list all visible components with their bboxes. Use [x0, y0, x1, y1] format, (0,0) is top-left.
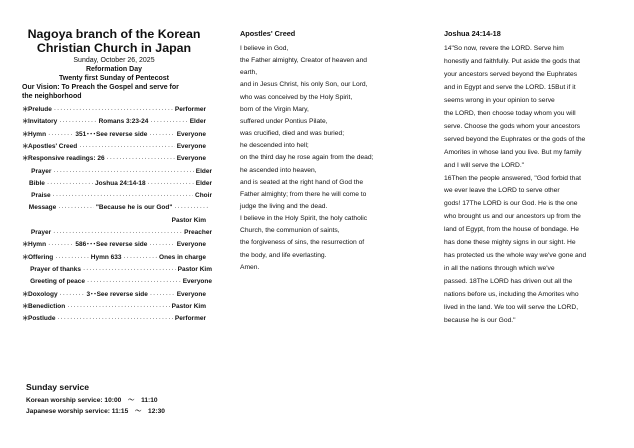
order-label: Doxology — [28, 290, 58, 298]
dot-leader — [55, 253, 89, 262]
occasion-pentecost: Twenty first Sunday of Pentecost — [59, 75, 169, 82]
creed-line: Amen. — [240, 263, 260, 271]
order-row — [22, 203, 212, 212]
order-label: Bible — [29, 179, 45, 187]
dot-leader — [87, 277, 181, 286]
order-row — [22, 130, 206, 139]
dot-leader — [54, 105, 173, 114]
order-row — [22, 117, 206, 126]
reading-line: we ever leave the LORD to serve other — [444, 187, 560, 195]
order-label: Invitatory — [28, 118, 58, 126]
order-row — [22, 265, 212, 274]
reading-heading: Joshua 24:14-18 — [444, 29, 501, 38]
order-star-marker: ＊ — [22, 241, 29, 249]
creed-line: the Father almighty, Creator of heaven and — [240, 57, 368, 65]
order-performer: Elder — [195, 179, 213, 187]
dot-leader — [83, 265, 176, 274]
reading-line: who brought us and our ancestors up from the — [444, 213, 581, 221]
order-label: Greeting of peace — [30, 278, 85, 286]
order-label: Offering — [28, 253, 54, 261]
dot-leader — [174, 203, 210, 212]
service-date: Sunday, October 26, 2025 — [73, 57, 155, 64]
order-row — [22, 191, 212, 200]
reading-line: 16Then the people answered, "God forbid that — [444, 174, 581, 182]
reading-line: and in Egypt and serve the LORD. 15But if it — [444, 83, 576, 91]
order-detail: "Because he is our God" — [95, 204, 173, 212]
order-star-marker: ＊ — [22, 106, 29, 113]
creed-line: he ascended into heaven, — [240, 166, 317, 174]
order-row — [22, 228, 212, 237]
order-performer: Everyone — [176, 290, 206, 298]
creed-line: I believe in God, — [240, 45, 289, 52]
order-star-marker: ＊ — [22, 302, 29, 310]
order-performer: Pastor Kim — [171, 302, 206, 310]
order-label: Benediction — [28, 302, 66, 310]
dot-leader — [53, 191, 193, 200]
dot-leader — [148, 179, 194, 188]
order-row — [22, 154, 206, 163]
creed-line: the forgiveness of sins, the resurrection of — [240, 239, 365, 247]
order-row — [22, 179, 212, 188]
order-row — [22, 240, 206, 249]
reading-line: because he is our God." — [444, 316, 516, 324]
creed-line: the body, and life everlasting. — [240, 251, 327, 259]
creed-line: who was conceived by the Holy Spirit, — [240, 93, 353, 101]
dot-leader — [60, 290, 85, 299]
order-star-marker: ＊ — [22, 253, 29, 261]
creed-line: Church, the communion of saints, — [240, 227, 340, 235]
order-performer: Elder — [189, 118, 206, 126]
creed-heading: Apostles' Creed — [240, 29, 296, 38]
reading-line: honestly and faithfully. Put aside the gods that — [444, 57, 580, 65]
order-label: Responsive readings: 26 — [28, 155, 105, 163]
creed-line: on the third day he rose again from the dead; — [240, 154, 374, 162]
order-performer: Pastor Kim — [177, 265, 212, 273]
dot-leader — [53, 167, 193, 176]
dot-leader — [149, 130, 174, 139]
reading-line: the LORD, then choose today whom you will — [444, 109, 576, 117]
order-detail: Joshua 24:14-18 — [95, 179, 146, 187]
occasion-reformation-day: Reformation Day — [85, 66, 142, 73]
sunday-service-heading: Sunday service — [26, 382, 90, 392]
order-label: Apostles' Creed — [28, 142, 78, 150]
creed-line: was crucified, died and was buried; — [240, 130, 345, 138]
dot-leader — [57, 314, 172, 323]
order-label: Hymn — [28, 241, 47, 249]
order-row — [22, 142, 206, 151]
vision-line2: the neighborhood — [22, 93, 82, 100]
order-detail: Hymn 633 — [90, 253, 122, 261]
order-performer: Ones in charge — [159, 253, 206, 261]
reading-line: and I will serve the LORD." — [444, 161, 525, 169]
order-row — [22, 216, 206, 225]
order-row — [22, 253, 206, 262]
order-performer: Performer — [174, 315, 206, 323]
dot-leader — [124, 253, 158, 262]
order-star-marker: ＊ — [22, 290, 29, 298]
reading-line: serve. Choose the gods whom your ancestors — [444, 122, 581, 130]
order-performer: Everyone — [176, 130, 206, 138]
dot-leader — [47, 179, 93, 188]
order-performer: Elder — [195, 167, 212, 175]
dot-leader — [107, 154, 175, 163]
dot-leader — [58, 203, 94, 212]
order-row — [22, 302, 206, 311]
reading-line: land of Egypt, from the house of bondage. He — [444, 226, 579, 234]
japanese-service-time: Japanese worship service: 11:15 ～ 12:30 — [26, 408, 165, 415]
order-star-marker: ＊ — [22, 118, 29, 126]
order-performer: Everyone — [176, 155, 206, 163]
order-performer: Everyone — [182, 278, 212, 286]
creed-line: Father almighty; from there he will come to — [240, 190, 367, 198]
order-label: Postlude — [28, 315, 56, 323]
dot-leader — [59, 117, 96, 126]
dot-leader — [79, 142, 174, 151]
creed-line: born of the Virgin Mary, — [240, 105, 309, 113]
order-detail: 351･･･See reverse side — [75, 130, 148, 138]
order-star-marker: ＊ — [22, 155, 29, 163]
order-performer: Performer — [174, 106, 206, 113]
reading-line: served beyond the Euphrates or the gods of the — [444, 135, 586, 143]
reading-line: lived in the land. We too will serve the LORD, — [444, 304, 579, 311]
order-label: Prayer — [31, 167, 52, 175]
dot-leader — [48, 130, 73, 139]
order-row — [22, 105, 206, 114]
order-performer: Everyone — [176, 142, 206, 150]
creed-line: suffered under Pontius Pilate, — [240, 117, 328, 125]
reading-line: Amorites in whose land you live. But my family — [444, 148, 582, 156]
order-label: Message — [28, 204, 57, 212]
vision-line1: Our Vision: To Preach the Gospel and serve for — [22, 84, 179, 91]
dot-leader — [149, 240, 174, 249]
reading-line: has done these mighty signs in our sight. He — [444, 239, 576, 247]
reading-line: 14"So now, revere the LORD. Serve him — [444, 45, 564, 52]
church-title-line1: Nagoya branch of the Korean — [27, 27, 201, 41]
order-row — [22, 314, 206, 323]
order-star-marker: ＊ — [22, 130, 29, 138]
reading-line: has protected us the whole way we've gone and — [444, 252, 587, 260]
reading-line: nations before us, including the Amorites who — [444, 291, 579, 299]
dot-leader — [150, 290, 175, 299]
reading-line: seems wrong in your opinion to serve — [444, 96, 555, 104]
order-row — [22, 277, 212, 286]
order-performer: Preacher — [184, 229, 212, 236]
dot-leader — [67, 302, 169, 311]
order-star-marker: ＊ — [22, 315, 29, 323]
order-performer: Choir — [195, 192, 212, 200]
order-label: Hymn — [28, 130, 47, 138]
dot-leader — [150, 117, 187, 126]
creed-line: and in Jesus Christ, his only Son, our Lord, — [240, 81, 368, 89]
order-label: Prelude — [28, 106, 52, 113]
order-detail: 3･･See reverse side — [86, 290, 148, 298]
order-label: Prayer of thanks — [30, 265, 81, 273]
order-row — [22, 167, 212, 176]
creed-line: he descended into hell; — [240, 142, 309, 150]
creed-line: judge the living and the dead. — [240, 202, 328, 210]
order-row — [22, 290, 206, 299]
creed-line: I believe in the Holy Spirit, the holy catholic — [240, 215, 368, 223]
order-performer: Everyone — [176, 241, 206, 249]
reading-line: your ancestors served beyond the Euphrates — [444, 70, 578, 78]
creed-line: earth, — [240, 69, 258, 77]
dot-leader — [53, 228, 182, 237]
order-detail: Romans 3:23-24 — [98, 118, 149, 126]
order-detail: 586･･･See reverse side — [75, 241, 148, 249]
order-star-marker: ＊ — [22, 142, 29, 150]
reading-line: passed. 18The LORD has driven out all the — [444, 278, 573, 286]
dot-leader — [48, 240, 73, 249]
church-title-line2: Christian Church in Japan — [36, 41, 192, 55]
order-label: Praise — [31, 192, 51, 200]
reading-line: gods! 17The LORD is our God. He is the one — [444, 200, 578, 208]
order-performer: Pastor Kim — [171, 216, 206, 224]
order-label: Prayer — [30, 229, 52, 236]
reading-line: in all the nations through which we've — [444, 265, 555, 273]
korean-service-time: Korean worship service: 10:00 ～ 11:10 — [26, 397, 158, 404]
creed-line: and is seated at the right hand of God the — [240, 178, 364, 186]
